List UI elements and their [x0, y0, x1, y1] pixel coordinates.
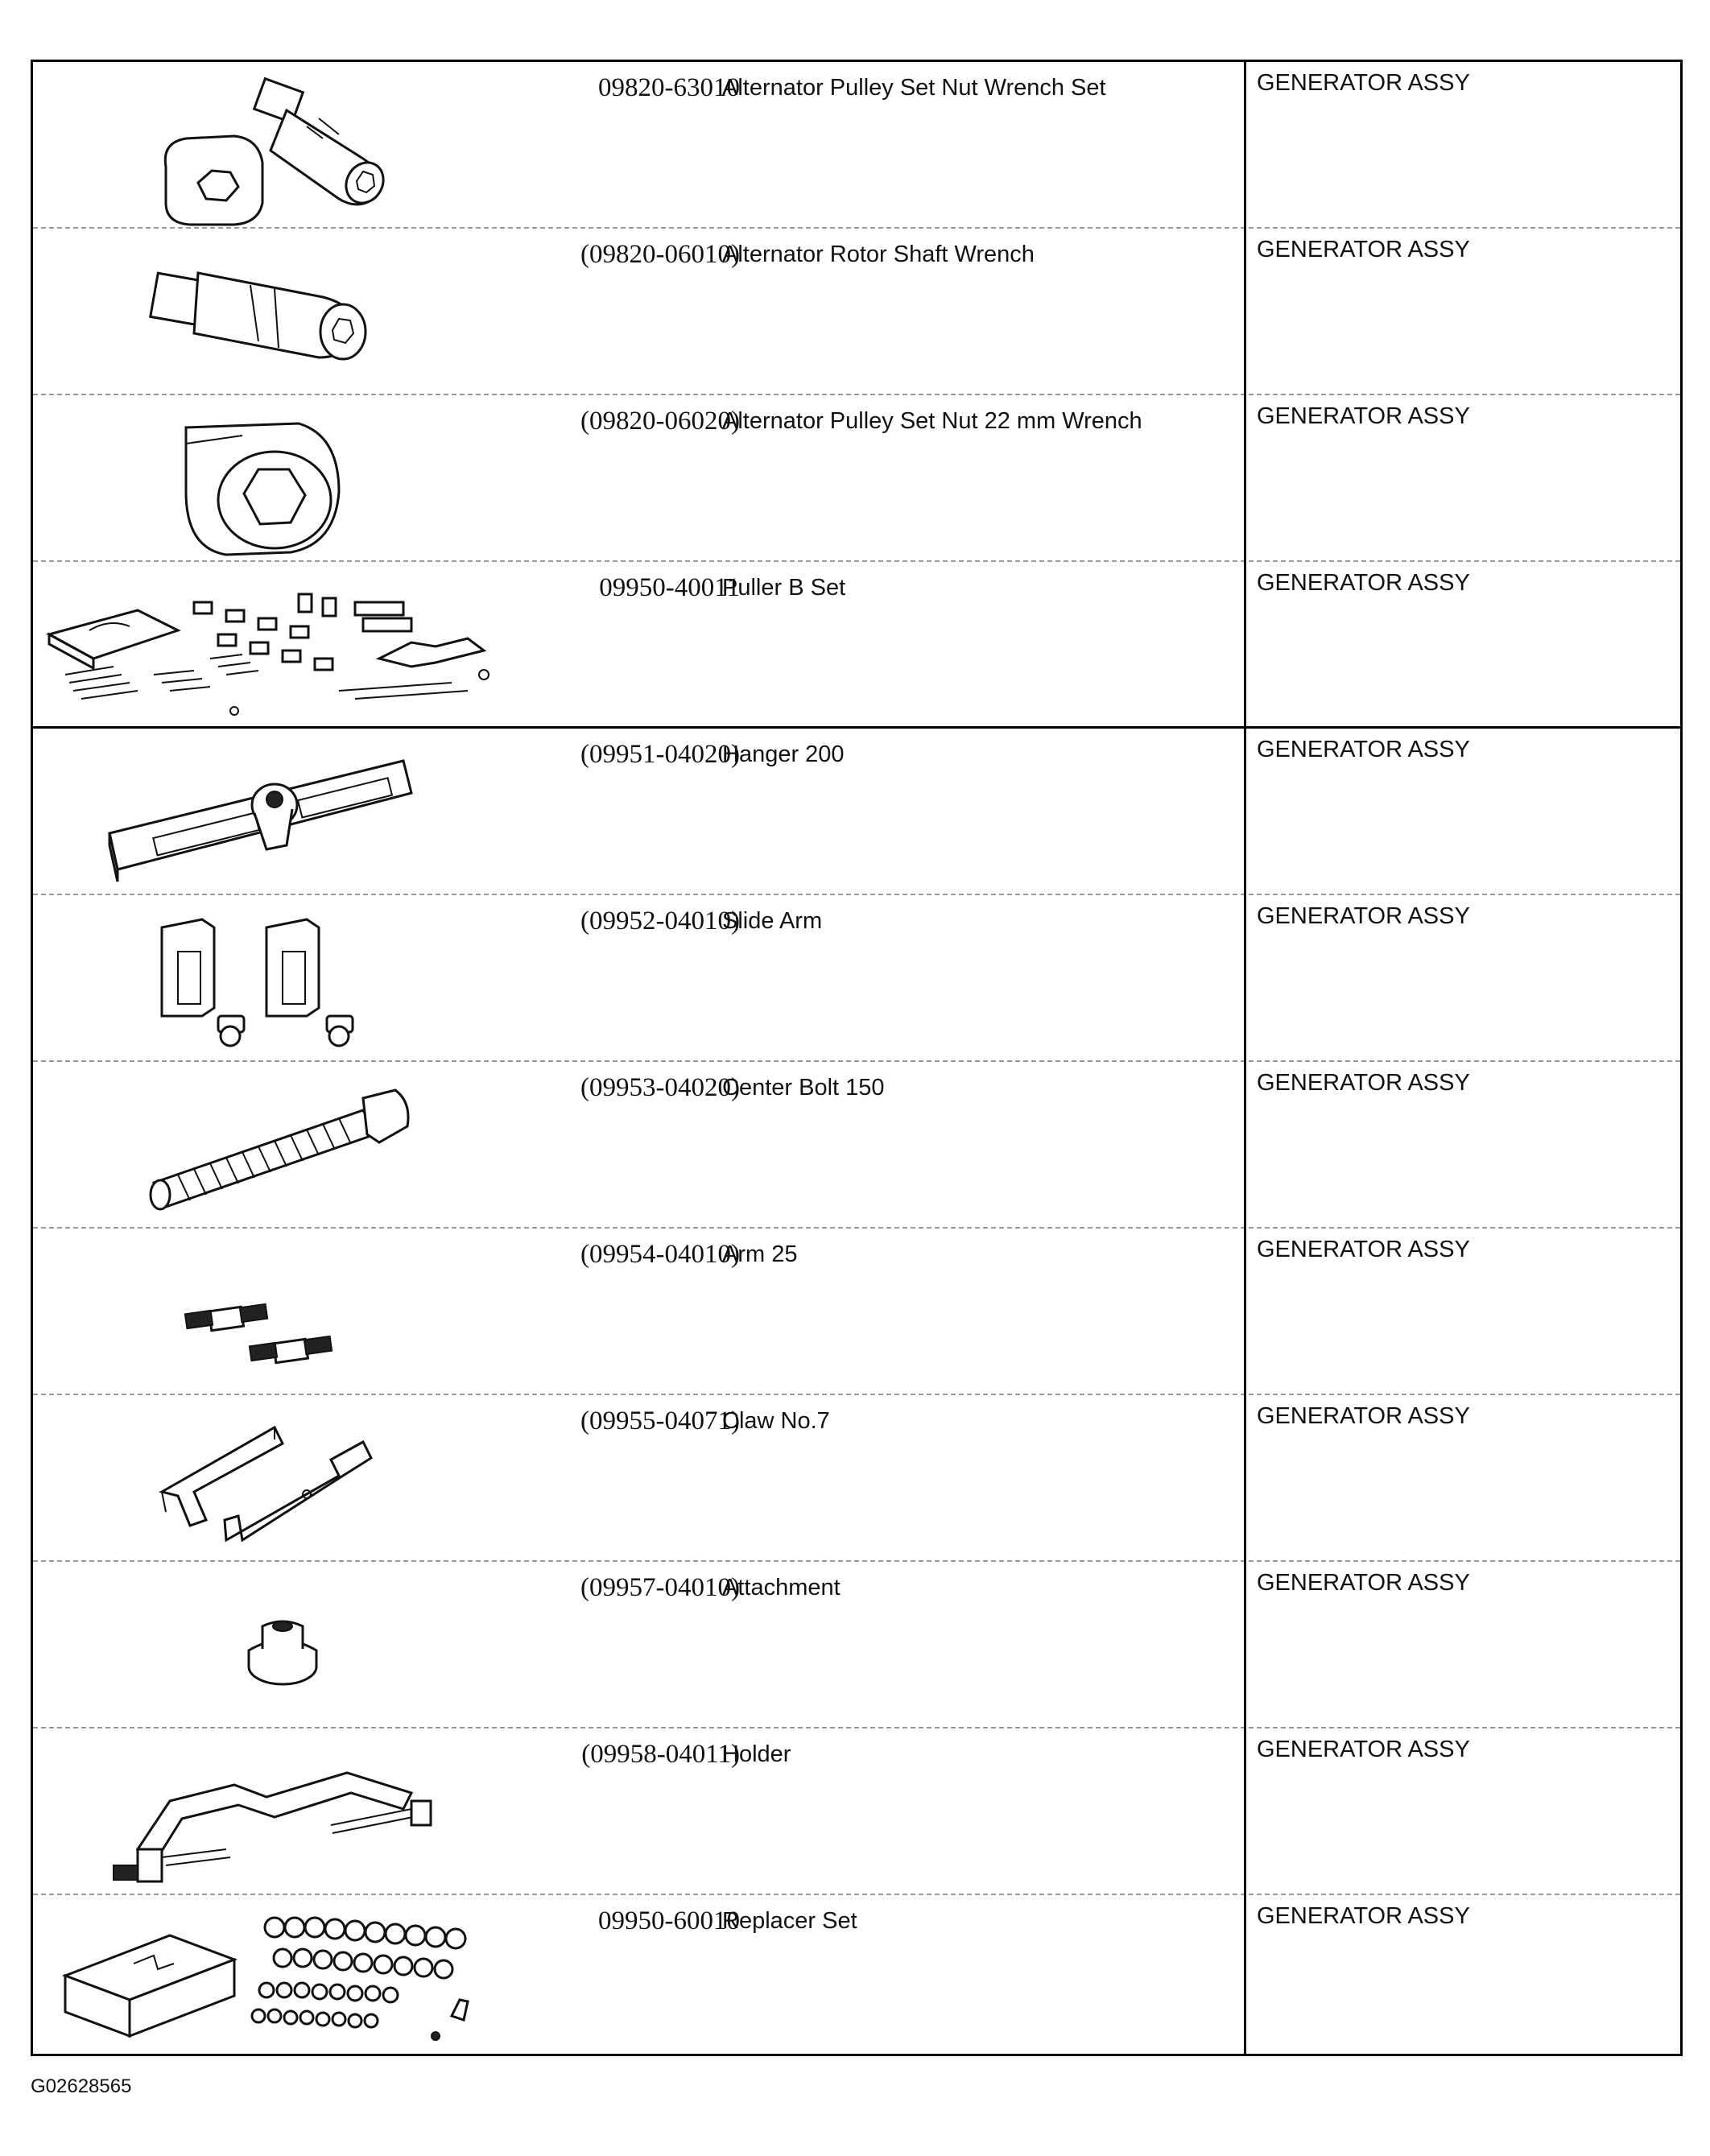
- holder-illustration: [33, 1729, 500, 1894]
- rotor-shaft-wrench-illustration: [33, 229, 500, 394]
- attachment-illustration: [33, 1562, 500, 1727]
- replacer-set-illustration: [33, 1895, 500, 2060]
- tool-name: Slide Arm: [722, 908, 823, 934]
- table-row: [33, 229, 1680, 395]
- tool-name: Holder: [722, 1741, 791, 1767]
- slide-arm-illustration: [33, 895, 500, 1060]
- table-row: [33, 1395, 1680, 1562]
- tool-name: Attachment: [722, 1575, 841, 1600]
- usage-label: GENERATOR ASSY: [1257, 1570, 1470, 1596]
- part-number: 09820-63010: [598, 73, 740, 102]
- tool-name: Replacer Set: [722, 1908, 857, 1934]
- pulley-nut-wrench-illustration: [33, 395, 500, 560]
- hanger-illustration: [33, 729, 500, 894]
- tool-name: Alternator Pulley Set Nut 22 mm Wrench: [722, 408, 1142, 434]
- part-number: (09954-04010): [580, 1240, 740, 1269]
- special-tools-table: [31, 60, 1683, 2056]
- usage-label: GENERATOR ASSY: [1257, 570, 1470, 596]
- usage-label: GENERATOR ASSY: [1257, 1403, 1470, 1429]
- usage-label: GENERATOR ASSY: [1257, 737, 1470, 762]
- part-number: (09958-04011): [581, 1740, 740, 1769]
- usage-label: GENERATOR ASSY: [1257, 1070, 1470, 1096]
- table-row: [33, 729, 1680, 895]
- tool-name: Center Bolt 150: [722, 1075, 885, 1101]
- part-number: 09950-60010: [598, 1906, 740, 1935]
- claw-illustration: [33, 1395, 500, 1560]
- figure-code: G02628565: [31, 2075, 132, 2097]
- tool-name: Alternator Rotor Shaft Wrench: [722, 242, 1035, 267]
- part-number: (09957-04010): [580, 1573, 740, 1602]
- usage-label: GENERATOR ASSY: [1257, 70, 1470, 96]
- table-row: [33, 1562, 1680, 1729]
- tool-name: Alternator Pulley Set Nut Wrench Set: [722, 75, 1106, 101]
- table-row: [33, 62, 1680, 229]
- table-row: [33, 1229, 1680, 1395]
- arm-illustration: [33, 1229, 500, 1394]
- part-number: (09820-06010): [580, 240, 740, 269]
- usage-label: GENERATOR ASSY: [1257, 237, 1470, 262]
- usage-label: GENERATOR ASSY: [1257, 903, 1470, 929]
- center-bolt-illustration: [33, 1062, 500, 1227]
- part-number: (09955-04071): [580, 1406, 740, 1435]
- table-row: [33, 562, 1680, 729]
- part-number: (09953-04020): [580, 1073, 740, 1102]
- tool-name: Puller B Set: [722, 575, 846, 601]
- tool-name: Claw No.7: [722, 1408, 830, 1434]
- part-number: (09952-04010): [580, 907, 740, 936]
- table-row: [33, 1895, 1680, 2062]
- part-number: 09950-40011: [599, 573, 740, 602]
- usage-label: GENERATOR ASSY: [1257, 1903, 1470, 1929]
- table-row: [33, 1729, 1680, 1895]
- tool-name: Hanger 200: [722, 741, 845, 767]
- table-row: [33, 395, 1680, 562]
- puller-set-illustration: [33, 562, 500, 727]
- table-row: [33, 895, 1680, 1062]
- column-divider: [1244, 62, 1246, 2054]
- part-number: (09820-06020): [580, 407, 740, 436]
- tool-name: Arm 25: [722, 1241, 798, 1267]
- usage-label: GENERATOR ASSY: [1257, 1237, 1470, 1262]
- wrench-set-illustration: [33, 62, 500, 227]
- table-row: [33, 1062, 1680, 1229]
- usage-label: GENERATOR ASSY: [1257, 1737, 1470, 1762]
- part-number: (09951-04020): [580, 740, 740, 769]
- usage-label: GENERATOR ASSY: [1257, 403, 1470, 429]
